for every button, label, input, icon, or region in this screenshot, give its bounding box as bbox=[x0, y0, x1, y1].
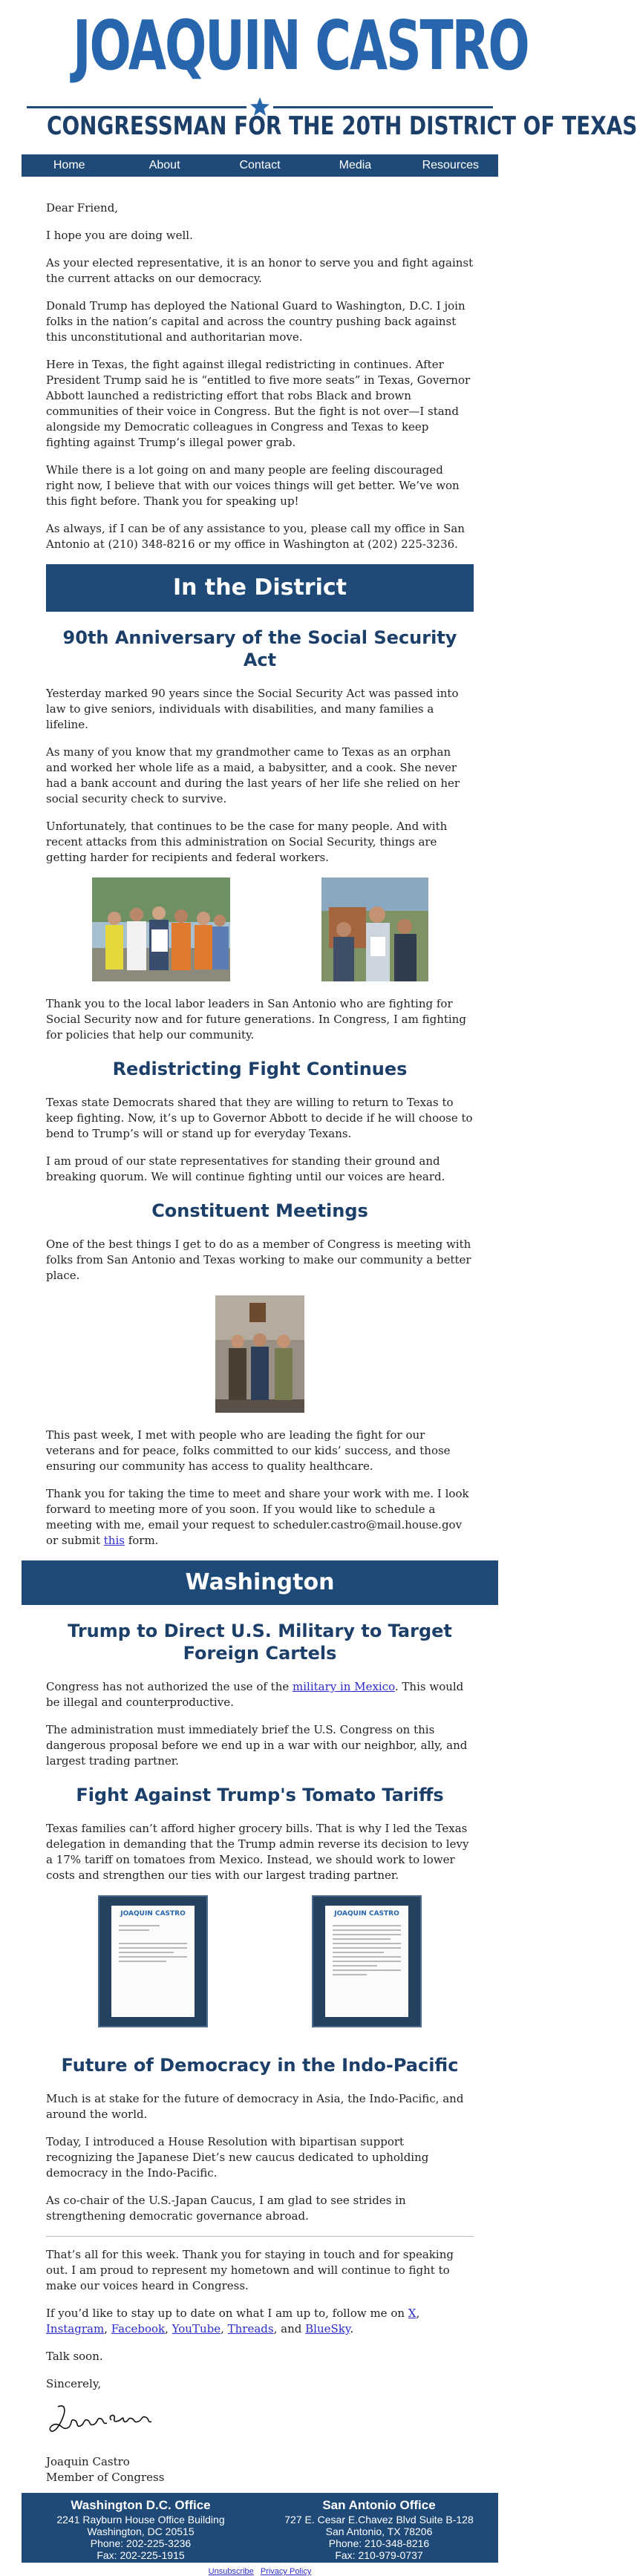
redistricting-paragraph-2: I am proud of our state representatives for standing their ground and breaking quorum. We will continue fighting until our voices are heard. bbox=[46, 1154, 445, 1183]
redistricting-paragraph-1: Texas state Democrats shared that they are willing to return to Texas to keep fighting. Now, it’s up to Governor Abbott to decide if he will choose to bend to Trump’s will or stand up for everyday Texans. bbox=[46, 1096, 473, 1140]
dc-office-address-line-1: 2241 Rayburn House Office Building bbox=[56, 2514, 225, 2526]
sa-office-address-line-2: San Antonio, TX 78206 bbox=[325, 2526, 433, 2537]
nav-about[interactable]: About bbox=[148, 159, 180, 171]
header-name: JOAQUIN CASTRO bbox=[72, 6, 529, 85]
rule-line-left bbox=[27, 106, 246, 108]
social-security-paragraph-4: Thank you to the local labor leaders in San Antonio who are fighting for Social Security now and for future generations. In Congress, I am fighting for policies that help our community. bbox=[46, 997, 466, 1042]
letter-sheet bbox=[111, 1906, 195, 2017]
sincerely: Sincerely, bbox=[46, 2377, 102, 2390]
dc-office-fax: Fax: 202-225-1915 bbox=[97, 2549, 185, 2561]
intro-paragraph-2: As your elected representative, it is an honor to serve you and fight against the current attacks on our democracy. bbox=[46, 256, 474, 285]
footer bbox=[22, 2493, 498, 2563]
talk-soon: Talk soon. bbox=[46, 2350, 103, 2363]
constituent-paragraph-3-end: form. bbox=[124, 1534, 159, 1547]
nav-home[interactable]: Home bbox=[53, 159, 85, 171]
follow-text: If you’d like to stay up to date on what I am up to, follow me on bbox=[46, 2307, 408, 2320]
threads-link[interactable]: Threads bbox=[227, 2322, 274, 2335]
military-paragraph-2: The administration must immediately brief the U.S. Congress on this dangerous proposal before we end up in a war with our neighbor, ally, and largest trading partner. bbox=[46, 1723, 468, 1768]
tomato-paragraph-1: Texas families can’t afford higher grocery bills. That is why I led the Texas delegation in demanding that the Trump admin reverse its decision to levy a 17% tariff on tomatoes from Mexico. Instead, we should work to lower costs and strengthen our ties with our largest trading partner. bbox=[46, 1822, 469, 1882]
social-security-paragraph-1: Yesterday marked 90 years since the Social Security Act was passed into law to give seniors, individuals with disabilities, and many families a lifeline. bbox=[46, 687, 459, 731]
follow-paragraph: If you’d like to stay up to date on what I am up to, follow me on X, Instagram, Facebook, YouTube, Threads, and BlueSky. bbox=[46, 2307, 420, 2335]
masthead bbox=[0, 0, 637, 154]
constituent-photo-wrap bbox=[46, 1295, 474, 1413]
indo-pacific-title: Future of Democracy in the Indo-Pacific bbox=[61, 2055, 459, 2076]
labor-leaders-photo bbox=[92, 877, 230, 981]
indo-paragraph-2: Today, I introduced a House Resolution with bipartisan support recognizing the Japanese Diet’s new caucus dedicated to upholding democracy in the Indo-Pacific. bbox=[46, 2135, 429, 2180]
privacy-policy-link[interactable]: Privacy Policy bbox=[260, 2567, 312, 2576]
district-banner: In the District bbox=[46, 564, 474, 612]
social-security-photos bbox=[46, 877, 474, 981]
intro-paragraph-6: As always, if I can be of any assistance to you, please call my office in San Antonio at (210) 348-8216 or my office in Washington at (202) 225-3236. bbox=[46, 522, 465, 551]
bluesky-link[interactable]: BlueSky bbox=[305, 2322, 350, 2335]
constituent-meetings-title: Constituent Meetings bbox=[151, 1200, 368, 1221]
constituent-paragraph-1: One of the best things I get to do as a member of Congress is meeting with folks from San Antonio and Texas working to make our community a better place. bbox=[46, 1238, 471, 1282]
indo-paragraph-1: Much is at stake for the future of democracy in Asia, the Indo-Pacific, and around the world. bbox=[46, 2092, 464, 2121]
constituent-paragraph-2: This past week, I met with people who are leading the fight for our veterans and for peace, folks committed to our kids’ success, and those ensuring our community has access to quality healthcare. bbox=[46, 1428, 451, 1473]
unsubscribe-link[interactable]: Unsubscribe bbox=[208, 2567, 254, 2576]
nav-resources[interactable]: Resources bbox=[422, 159, 480, 171]
social-security-title: 90th Anniversary of the Social Security Act bbox=[62, 627, 457, 670]
social-security-paragraph-3: Unfortunately, that continues to be the case for many people. And with recent attacks from this administration on Social Security, things are getting harder for recipients and federal workers. bbox=[46, 820, 448, 864]
military-paragraph-1 bbox=[46, 1679, 474, 1710]
military-title: Trump to Direct U.S. Military to Target Foreign Cartels bbox=[68, 1621, 452, 1664]
nav-contact[interactable]: Contact bbox=[239, 159, 281, 171]
dc-office-phone: Phone: 202-225-3236 bbox=[90, 2537, 192, 2549]
nav-media[interactable]: Media bbox=[339, 159, 372, 171]
intro-paragraph-3: Donald Trump has deployed the National Guard to Washington, D.C. I join folks in the nation’s capital and across the country pushing back against this unconstitutional and authoritarian move. bbox=[46, 299, 466, 344]
social-security-paragraph-2: As many of you know that my grandmother came to Texas as an orphan and worked her whole life as a maid, a babysitter, and a cook. She never had a bank account and during the last years of her life she relied on her social security check to survive. bbox=[46, 745, 460, 805]
greeting: Dear Friend, bbox=[46, 201, 119, 215]
indo-paragraph-3: As co-chair of the U.S.-Japan Caucus, I am glad to see strides in strengthening democratic governance abroad. bbox=[46, 2194, 406, 2223]
sa-office-address-line-1: 727 E. Cesar E.Chavez Blvd Suite B-128 bbox=[284, 2514, 474, 2526]
signer-role: Member of Congress bbox=[46, 2471, 165, 2484]
intro-section bbox=[46, 177, 474, 552]
constituent-paragraph-3-text: Thank you for taking the time to meet and share your work with me. I look forward to meeting more of you soon. If you would like to schedule a meeting with me, email your request to scheduler.castro@mail.house.gov or submit bbox=[46, 1487, 469, 1547]
tariff-letter-page-1 bbox=[98, 1895, 208, 2027]
intro-paragraph-4: Here in Texas, the fight against illegal redistricting in continues. After President Trump said he is “entitled to five more seats” in Texas, Governor Abbott launched a redistricting effort that robs Black and brown communities of their voice in Congress. But the fight is not over—I stand alongside my Democratic colleagues in Congress and Texas to keep fighting against Trump’s illegal power grab. bbox=[46, 358, 471, 449]
san-antonio-office bbox=[260, 2497, 498, 2563]
main-content bbox=[0, 177, 520, 2485]
letter-sheet bbox=[325, 1906, 408, 2017]
rule-line-right bbox=[273, 106, 493, 108]
tariff-letter-images bbox=[46, 1895, 474, 2027]
closing-divider bbox=[46, 2236, 474, 2237]
letter-letterhead: JOAQUIN CASTRO bbox=[334, 1910, 399, 1918]
tomato-tariffs-title: Fight Against Trump's Tomato Tariffs bbox=[76, 1785, 444, 1805]
constituent-meeting-photo bbox=[215, 1295, 304, 1413]
dc-office-address-line-2: Washington, DC 20515 bbox=[87, 2526, 195, 2537]
intro-paragraph-5: While there is a lot going on and many people are feeling discouraged right now, I believe that with our voices things will get better. We’ve won this fight before. Thank you for speaking up! bbox=[46, 463, 460, 508]
washington-banner: Washington bbox=[22, 1560, 498, 1605]
letter-text-lines bbox=[333, 1925, 401, 1978]
meeting-request-form-link[interactable]: this bbox=[103, 1534, 125, 1547]
instagram-link[interactable]: Instagram bbox=[46, 2322, 105, 2335]
letter-text-lines bbox=[119, 1925, 187, 1965]
signature-image bbox=[48, 2401, 474, 2442]
sa-office-fax: Fax: 210-979-0737 bbox=[335, 2549, 423, 2561]
redistricting-title: Redistricting Fight Continues bbox=[112, 1059, 408, 1079]
sa-office-phone: Phone: 210-348-8216 bbox=[328, 2537, 430, 2549]
facebook-link[interactable]: Facebook bbox=[111, 2322, 166, 2335]
tariff-letter-page-2 bbox=[312, 1895, 422, 2027]
military-paragraph-1-text: Congress has not authorized the use of the bbox=[46, 1680, 293, 1693]
dc-office bbox=[22, 2497, 260, 2563]
military-paragraph-1-end: . This would be illegal and counterproductive. bbox=[46, 1680, 464, 1709]
military-in-mexico-link[interactable]: military in Mexico bbox=[293, 1680, 395, 1693]
signer-name: Joaquin Castro bbox=[46, 2455, 130, 2468]
x-link[interactable]: X bbox=[408, 2307, 416, 2320]
header-subtitle: CONGRESSMAN FOR THE 20TH DISTRICT OF TEXAS bbox=[47, 111, 637, 141]
letter-letterhead: JOAQUIN CASTRO bbox=[120, 1910, 186, 1918]
sa-office-title: San Antonio Office bbox=[322, 2498, 436, 2512]
closing-paragraph: That’s all for this week. Thank you for staying in touch and for speaking out. I am proud to represent my hometown and will continue to fight to make our voices heard in Congress. bbox=[46, 2248, 454, 2292]
intro-paragraph-1: I hope you are doing well. bbox=[46, 229, 193, 242]
legal-links bbox=[0, 2563, 520, 2576]
dc-office-title: Washington D.C. Office bbox=[71, 2498, 211, 2512]
constituent-paragraph-3 bbox=[46, 1486, 474, 1549]
top-nav bbox=[22, 154, 498, 177]
youtube-link[interactable]: YouTube bbox=[172, 2322, 221, 2335]
community-event-photo bbox=[321, 877, 428, 981]
